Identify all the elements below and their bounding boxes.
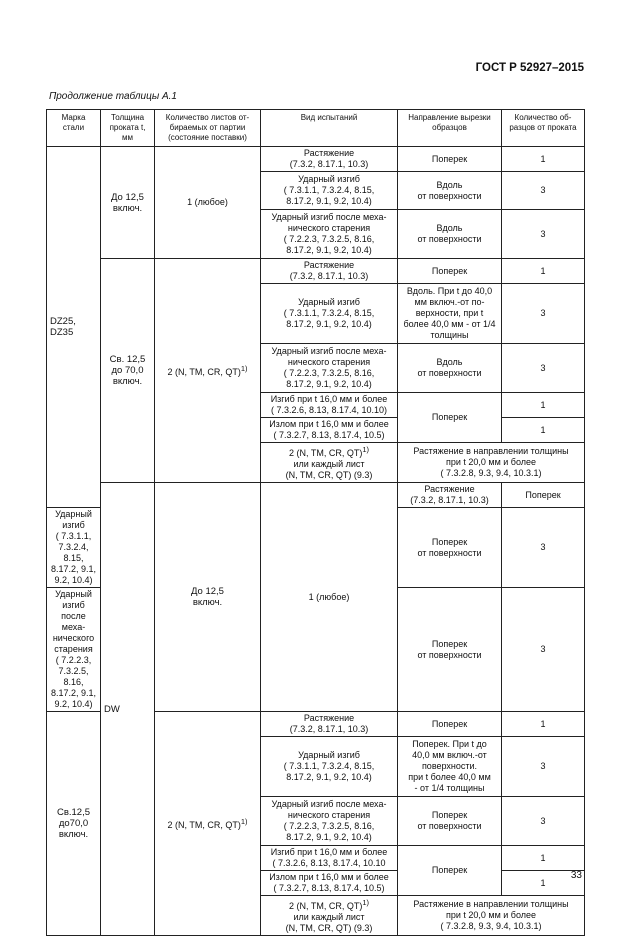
col-header-grade: Марка стали	[47, 110, 101, 147]
test-type-cell: Растяжение (7.3.2, 8.17.1, 10.3)	[261, 712, 398, 737]
direction-cell: Поперек	[398, 712, 502, 737]
sheets-value: 2 (N, TM, CR, QT)	[167, 367, 241, 377]
steel-grade-cell: DW	[101, 483, 155, 936]
count-cell: 1	[502, 393, 585, 418]
thickness-cell: Св.12,5 до70,0 включ.	[47, 712, 101, 936]
sheets-value: 2 (N, TM, CR, QT)	[167, 820, 241, 830]
test-type-cell: Растяжение в направлении толщины при t 20,0 мм и более ( 7.3.2.8, 9.3, 9.4, 10.3.1)	[398, 443, 585, 483]
thickness-cell: До 12,5 включ.	[155, 483, 261, 712]
sheets-cell: 1 (любое)	[155, 147, 261, 259]
sheets-note: или каждый лист (N, TM, CR, QT) (9.3)	[285, 459, 373, 480]
count-cell: 3	[502, 508, 585, 588]
count-cell: 3	[502, 737, 585, 797]
steel-grade-cell: DZ25, DZ35	[47, 147, 101, 508]
direction-cell: Поперек от поверхности	[398, 588, 502, 712]
direction-cell: Поперек от поверхности	[398, 508, 502, 588]
count-cell: 1	[502, 871, 585, 896]
footnote-ref: 1)	[362, 898, 369, 907]
test-type-cell: Изгиб при t 16,0 мм и более ( 7.3.2.6, 8.13, 8.17.4, 10.10)	[261, 393, 398, 418]
col-header-count: Количество об- разцов от проката	[502, 110, 585, 147]
test-type-cell: Ударный изгиб ( 7.3.1.1, 7.3.2.4, 8.15, 8.17.2, 9.1, 9.2, 10.4)	[47, 508, 101, 588]
test-type-cell: Растяжение (7.3.2, 8.17.1, 10.3)	[261, 147, 398, 172]
sheets-value: 2 (N, TM, CR, QT)	[288, 901, 363, 911]
thickness-cell: Св. 12,5 до 70,0 включ.	[101, 259, 155, 483]
direction-cell: Поперек	[398, 147, 502, 172]
count-cell: 3	[502, 588, 585, 712]
direction-cell: Поперек	[502, 483, 585, 508]
sheets-cell	[261, 896, 398, 936]
test-type-cell: Растяжение (7.3.2, 8.17.1, 10.3)	[261, 259, 398, 284]
test-type-cell: Излом при t 16,0 мм и более ( 7.3.2.7, 8.13, 8.17.4, 10.5)	[261, 871, 398, 896]
direction-cell: Поперек	[398, 846, 502, 896]
direction-cell: Поперек. При t до 40,0 мм включ.-от поверхности. при t более 40,0 мм - от 1/4 толщины	[398, 737, 502, 797]
table-row	[47, 483, 585, 508]
test-type-cell: Растяжение в направлении толщины при t 20,0 мм и более ( 7.3.2.8, 9.3, 9.4, 10.3.1)	[398, 896, 585, 936]
table-row	[47, 147, 585, 172]
count-cell: 1	[502, 418, 585, 443]
sheets-value: 2 (N, TM, CR, QT)	[288, 448, 363, 458]
footnote-ref: 1)	[240, 817, 248, 826]
test-type-cell: Ударный изгиб после меха- нического старения ( 7.2.2.3, 7.3.2.5, 8.16, 8.17.2, 9.1, 9.2, 10.4)	[261, 797, 398, 846]
direction-cell: Вдоль от поверхности	[398, 344, 502, 393]
test-type-cell: Ударный изгиб после меха- нического старения ( 7.2.2.3, 7.3.2.5, 8.16, 8.17.2, 9.1, 9.2, 10.4)	[47, 588, 101, 712]
sheets-cell: 1 (любое)	[261, 483, 398, 712]
col-header-thickness: Толщина проката t, мм	[101, 110, 155, 147]
test-type-cell: Ударный изгиб ( 7.3.1.1, 7.3.2.4, 8.15, 8.17.2, 9.1, 9.2, 10.4)	[261, 284, 398, 344]
sheets-cell	[155, 712, 261, 936]
count-cell: 1	[502, 712, 585, 737]
count-cell: 3	[502, 344, 585, 393]
table-header-row	[47, 110, 585, 147]
direction-cell: Поперек от поверхности	[398, 797, 502, 846]
direction-cell: Поперек	[398, 259, 502, 284]
standard-number: ГОСТ Р 52927–2015	[475, 62, 584, 74]
direction-cell: Поперек	[398, 393, 502, 443]
count-cell: 3	[502, 797, 585, 846]
count-cell: 1	[502, 259, 585, 284]
table-row	[47, 259, 585, 284]
test-type-cell: Ударный изгиб ( 7.3.1.1, 7.3.2.4, 8.15, 8.17.2, 9.1, 9.2, 10.4)	[261, 172, 398, 210]
col-header-sheets: Количество листов от- бираемых от партии (состояние поставки)	[155, 110, 261, 147]
sheets-cell	[155, 259, 261, 483]
count-cell: 3	[502, 210, 585, 259]
sheets-note: или каждый лист (N, TM, CR, QT) (9.3)	[285, 912, 373, 933]
direction-cell: Вдоль. При t до 40,0 мм включ.-от по- верхности, при t более 40,0 мм - от 1/4 толщины	[398, 284, 502, 344]
col-header-test-type: Вид испытаний	[261, 110, 398, 147]
thickness-cell: До 12,5 включ.	[101, 147, 155, 259]
specimen-table	[46, 109, 585, 936]
table-caption: Продолжение таблицы А.1	[49, 91, 177, 102]
count-cell: 3	[502, 172, 585, 210]
test-type-cell: Изгиб при t 16,0 мм и более ( 7.3.2.6, 8.13, 8.17.4, 10.10	[261, 846, 398, 871]
page-number: 33	[570, 870, 582, 881]
count-cell: 1	[502, 147, 585, 172]
test-type-cell: Растяжение (7.3.2, 8.17.1, 10.3)	[398, 483, 502, 508]
footnote-ref: 1)	[362, 445, 369, 454]
test-type-cell: Ударный изгиб ( 7.3.1.1, 7.3.2.4, 8.15, 8.17.2, 9.1, 9.2, 10.4)	[261, 737, 398, 797]
col-header-direction: Направление вырезки образцов	[398, 110, 502, 147]
test-type-cell: Ударный изгиб после меха- нического старения ( 7.2.2.3, 7.3.2.5, 8.16, 8.17.2, 9.1, 9.2, 10.4)	[261, 210, 398, 259]
test-type-cell: Излом при t 16,0 мм и более ( 7.3.2.7, 8.13, 8.17.4, 10.5)	[261, 418, 398, 443]
direction-cell: Вдоль от поверхности	[398, 172, 502, 210]
count-cell: 1	[502, 846, 585, 871]
direction-cell: Вдоль от поверхности	[398, 210, 502, 259]
count-cell: 3	[502, 284, 585, 344]
test-type-cell: Ударный изгиб после меха- нического старения ( 7.2.2.3, 7.3.2.5, 8.16, 8.17.2, 9.1, 9.2, 10.4)	[261, 344, 398, 393]
sheets-cell	[261, 443, 398, 483]
footnote-ref: 1)	[240, 364, 248, 373]
